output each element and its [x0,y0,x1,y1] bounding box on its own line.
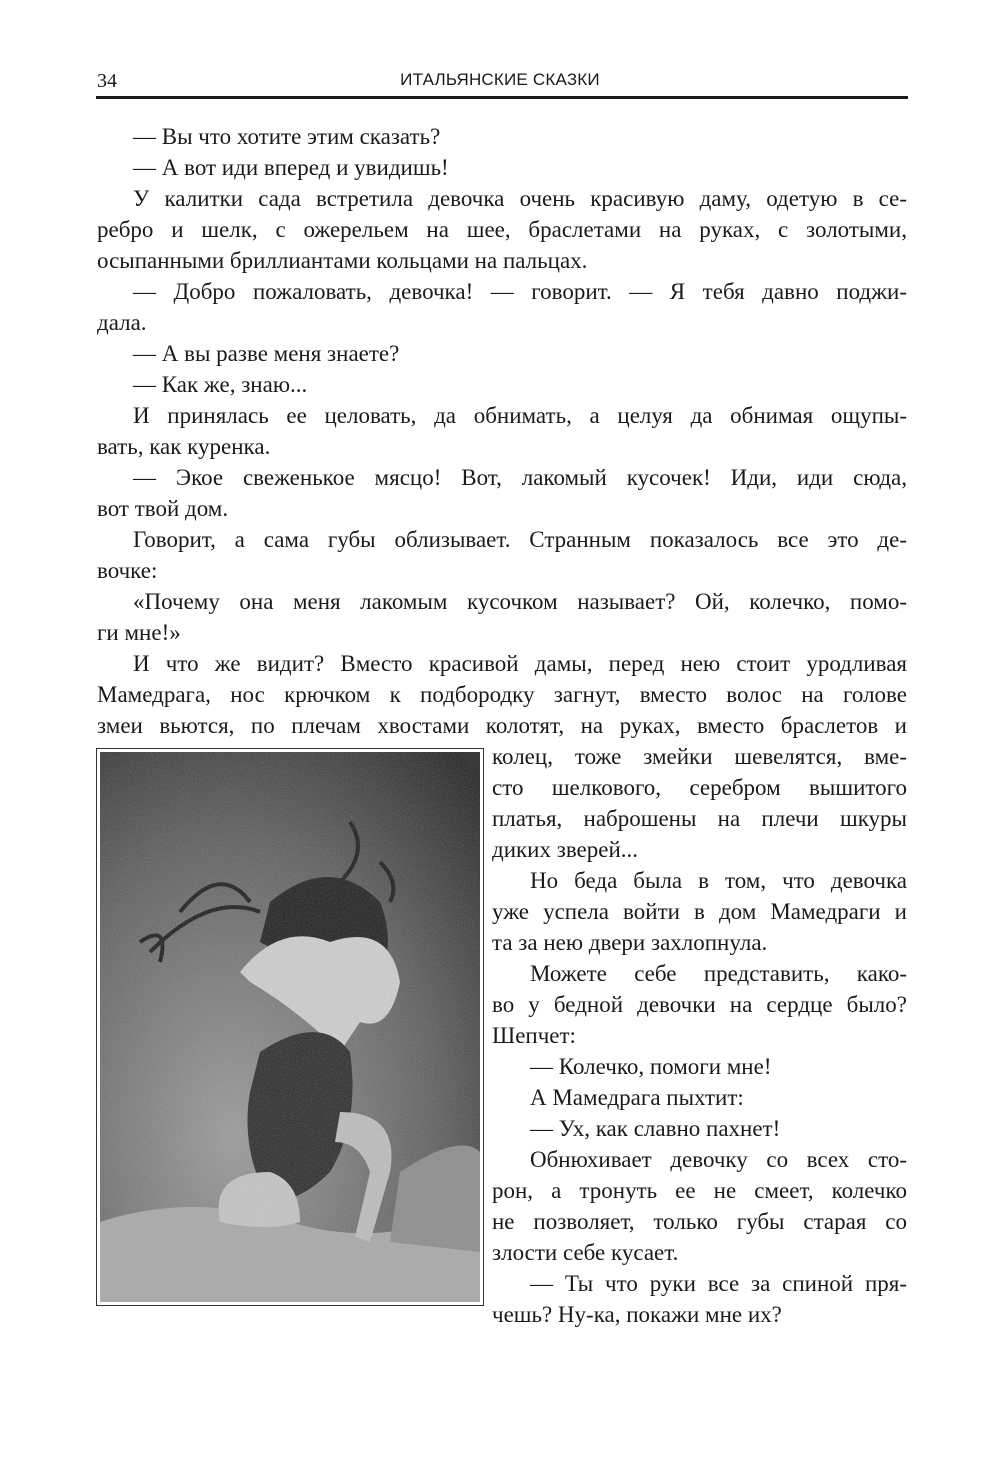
running-title: ИТАЛЬЯНСКИЕ СКАЗКИ [400,70,600,89]
text-line: колец, тоже змейки шевелятся, вме- [492,744,907,769]
text-line: во у бедной девочки на сердце было? [492,992,907,1017]
text-line: Обнюхивает девочку со всех сто- [530,1147,907,1172]
text-line: диких зверей... [492,837,639,862]
text-line: та за нею двери захлопнула. [492,930,768,955]
text-line: — Ух, как славно пахнет! [530,1116,781,1141]
body-text [97,121,907,1330]
text-line: Шепчет: [492,1023,576,1048]
text-line: змеи вьются, по плечам хвостами колотят, на руках, вместо браслетов и [97,713,907,738]
page-number: 34 [97,70,117,92]
text-line: ги мне!» [97,620,181,645]
text-line: не позволяет, только губы старая со [492,1209,907,1234]
text-line: Можете себе представить, како- [530,961,907,986]
text-line: ребро и шелк, с ожерельем на шее, браслетами на руках, с золотыми, [97,217,907,242]
text-line: — Добро пожаловать, девочка! — говорит. — Я тебя давно поджи- [133,279,907,304]
text-line: злости себе кусает. [492,1240,679,1265]
text-line: Но беда была в том, что девочка [530,868,907,893]
text-line: И что же видит? Вместо красивой дамы, перед нею стоит уродливая [133,651,907,676]
text-line: вать, как куренка. [97,434,271,459]
text-line: уже успела войти в дом Мамедраги и [492,899,907,924]
header-rule [96,96,908,99]
text-line: «Почему она меня лакомым кусочком называет? Ой, колечко, помо- [133,589,907,614]
text-line: — А вы разве меня знаете? [133,341,400,366]
text-line: вочке: [97,558,158,583]
text-line: — Вы что хотите этим сказать? [133,124,441,149]
text-line: осыпанными бриллиантами кольцами на пальцах. [97,248,588,273]
text-line: вот твой дом. [97,496,229,521]
text-line: И принялась ее целовать, да обнимать, а целуя да обнимая ощупы- [133,403,907,428]
text-line: А Мамедрага пыхтит: [530,1085,744,1110]
text-line: — Как же, знаю... [133,372,308,397]
text-line: дала. [97,310,147,335]
text-line: платья, наброшены на плечи шкуры [492,806,907,831]
text-line: — Экое свеженькое мясцо! Вот, лакомый кусочек! Иди, иди сюда, [133,465,907,490]
text-line: сто шелкового, серебром вышитого [492,775,907,800]
text-line: Мамедрага, нос крючком к подбородку загнут, вместо волос на голове [97,682,907,707]
text-line: У калитки сада встретила девочка очень красивую даму, одетую в се- [133,186,907,211]
text-line: — Колечко, помоги мне! [530,1054,772,1079]
text-line: Говорит, а сама губы облизывает. Странным показалось все это де- [133,527,907,552]
text-line: — А вот иди вперед и увидишь! [133,155,449,180]
text-line: чешь? Ну-ка, покажи мне их? [492,1302,782,1327]
text-line: рон, а тронуть ее не смеет, колечко [492,1178,907,1203]
text-line: — Ты что руки все за спиной пря- [530,1271,907,1296]
